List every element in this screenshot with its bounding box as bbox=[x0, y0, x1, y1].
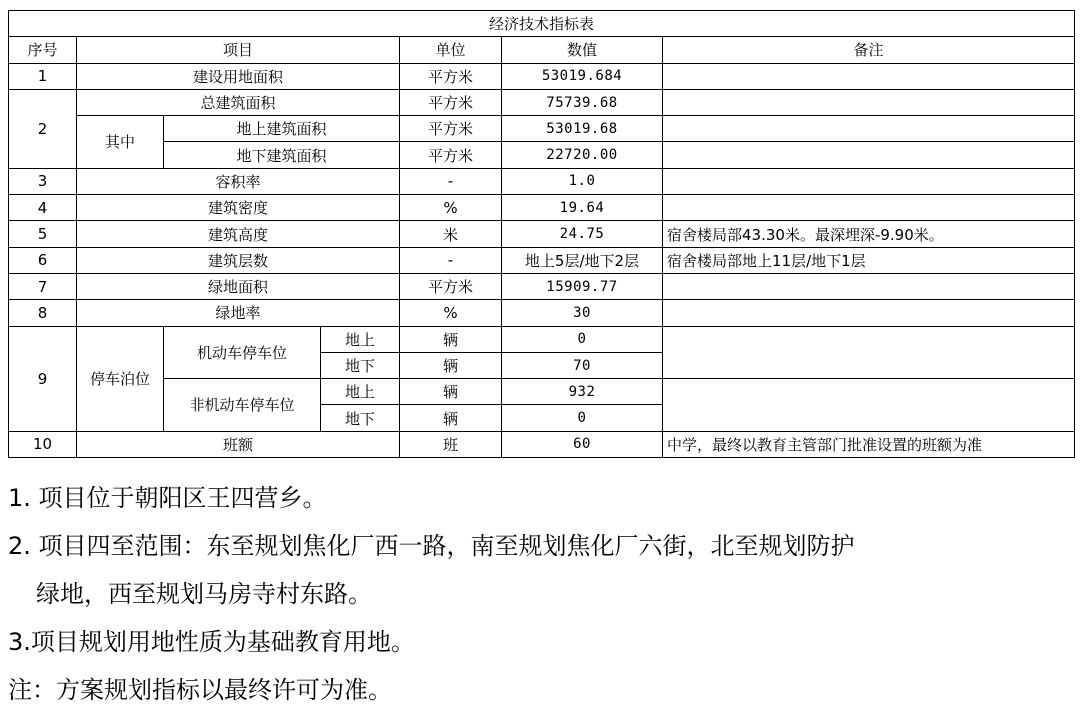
row-unit: 平方米 bbox=[400, 273, 502, 299]
row-item: 建筑层数 bbox=[77, 247, 400, 273]
row-value: 地上5层/地下2层 bbox=[502, 247, 663, 273]
row-remark bbox=[663, 379, 1075, 432]
row-unit: 辆 bbox=[400, 326, 502, 352]
row-unit: 平方米 bbox=[400, 89, 502, 115]
row-seq: 8 bbox=[9, 300, 77, 326]
row-item: 建筑高度 bbox=[77, 221, 400, 247]
row-value: 0 bbox=[502, 405, 663, 431]
row-item: 班额 bbox=[77, 431, 400, 457]
row-item: 建设用地面积 bbox=[77, 63, 400, 89]
row-unit: 班 bbox=[400, 431, 502, 457]
row-unit: 米 bbox=[400, 221, 502, 247]
row-unit: 辆 bbox=[400, 379, 502, 405]
header-seq: 序号 bbox=[9, 37, 77, 63]
row-level: 地下 bbox=[321, 405, 400, 431]
row-seq: 10 bbox=[9, 431, 77, 457]
row-value: 30 bbox=[502, 300, 663, 326]
row-unit: 辆 bbox=[400, 405, 502, 431]
row-value: 24.75 bbox=[502, 221, 663, 247]
table-row bbox=[9, 431, 1075, 457]
row-remark bbox=[663, 300, 1075, 326]
table-header-row bbox=[9, 37, 1075, 63]
note-item: 2. 项目四至范围：东至规划焦化厂西一路，南至规划焦化厂六街，北至规划防护 bbox=[8, 532, 855, 560]
table-row bbox=[9, 273, 1075, 299]
row-remark bbox=[663, 116, 1075, 142]
row-remark bbox=[663, 195, 1075, 221]
row-unit: % bbox=[400, 300, 502, 326]
row-value: 70 bbox=[502, 352, 663, 378]
row-unit: 辆 bbox=[400, 352, 502, 378]
row-seq: 1 bbox=[9, 63, 77, 89]
row-unit: - bbox=[400, 247, 502, 273]
note-item: 1. 项目位于朝阳区王四营乡。 bbox=[8, 484, 327, 512]
row-item: 总建筑面积 bbox=[77, 89, 400, 115]
row-sub-label: 非机动车停车位 bbox=[164, 379, 321, 432]
row-level: 地上 bbox=[321, 379, 400, 405]
table-row bbox=[9, 168, 1075, 194]
row-item: 地下建筑面积 bbox=[164, 142, 400, 168]
row-value: 19.64 bbox=[502, 195, 663, 221]
table-row bbox=[9, 89, 1075, 115]
note-item-continuation: 绿地，西至规划马房寺村东路。 bbox=[36, 580, 372, 608]
row-sub-label: 机动车停车位 bbox=[164, 326, 321, 379]
row-seq: 7 bbox=[9, 273, 77, 299]
header-remark: 备注 bbox=[663, 37, 1075, 63]
row-seq: 6 bbox=[9, 247, 77, 273]
table-row bbox=[9, 221, 1075, 247]
row-value: 75739.68 bbox=[502, 89, 663, 115]
note-disclaimer: 注：方案规划指标以最终许可为准。 bbox=[8, 676, 392, 704]
row-remark: 宿舍楼局部地上11层/地下1层 bbox=[663, 247, 1075, 273]
table-row bbox=[9, 379, 1075, 405]
row-remark bbox=[663, 326, 1075, 379]
row-value: 15909.77 bbox=[502, 273, 663, 299]
row-remark bbox=[663, 273, 1075, 299]
row-item: 建筑密度 bbox=[77, 195, 400, 221]
row-seq: 9 bbox=[9, 326, 77, 431]
row-value: 0 bbox=[502, 326, 663, 352]
header-value: 数值 bbox=[502, 37, 663, 63]
row-remark bbox=[663, 89, 1075, 115]
table-row bbox=[9, 63, 1075, 89]
row-value: 53019.684 bbox=[502, 63, 663, 89]
row-unit: 平方米 bbox=[400, 142, 502, 168]
row-seq: 3 bbox=[9, 168, 77, 194]
table-title: 经济技术指标表 bbox=[9, 11, 1075, 37]
row-remark: 中学，最终以教育主管部门批准设置的班额为准 bbox=[663, 431, 1075, 457]
row-value: 60 bbox=[502, 431, 663, 457]
economic-indicators-table bbox=[8, 10, 1075, 458]
project-notes bbox=[8, 474, 1074, 714]
row-item: 地上建筑面积 bbox=[164, 116, 400, 142]
row-unit: - bbox=[400, 168, 502, 194]
row-remark: 宿舍楼局部43.30米。最深埋深-9.90米。 bbox=[663, 221, 1075, 247]
table-row bbox=[9, 116, 1075, 142]
row-sub-label: 其中 bbox=[77, 116, 164, 169]
row-item: 绿地率 bbox=[77, 300, 400, 326]
row-seq: 5 bbox=[9, 221, 77, 247]
row-value: 932 bbox=[502, 379, 663, 405]
row-item: 绿地面积 bbox=[77, 273, 400, 299]
header-unit: 单位 bbox=[400, 37, 502, 63]
table-row bbox=[9, 247, 1075, 273]
row-remark bbox=[663, 63, 1075, 89]
table-row bbox=[9, 142, 1075, 168]
header-item: 项目 bbox=[77, 37, 400, 63]
row-remark bbox=[663, 168, 1075, 194]
note-item: 3.项目规划用地性质为基础教育用地。 bbox=[8, 628, 415, 656]
row-item: 容积率 bbox=[77, 168, 400, 194]
row-level: 地上 bbox=[321, 326, 400, 352]
table-title-row bbox=[9, 11, 1075, 37]
table-row bbox=[9, 195, 1075, 221]
row-unit: 平方米 bbox=[400, 63, 502, 89]
row-seq: 2 bbox=[9, 89, 77, 168]
row-unit: % bbox=[400, 195, 502, 221]
table-row bbox=[9, 300, 1075, 326]
row-value: 53019.68 bbox=[502, 116, 663, 142]
row-value: 22720.00 bbox=[502, 142, 663, 168]
table-row bbox=[9, 326, 1075, 352]
row-item: 停车泊位 bbox=[77, 326, 164, 431]
row-seq: 4 bbox=[9, 195, 77, 221]
row-level: 地下 bbox=[321, 352, 400, 378]
row-remark bbox=[663, 142, 1075, 168]
row-unit: 平方米 bbox=[400, 116, 502, 142]
row-value: 1.0 bbox=[502, 168, 663, 194]
